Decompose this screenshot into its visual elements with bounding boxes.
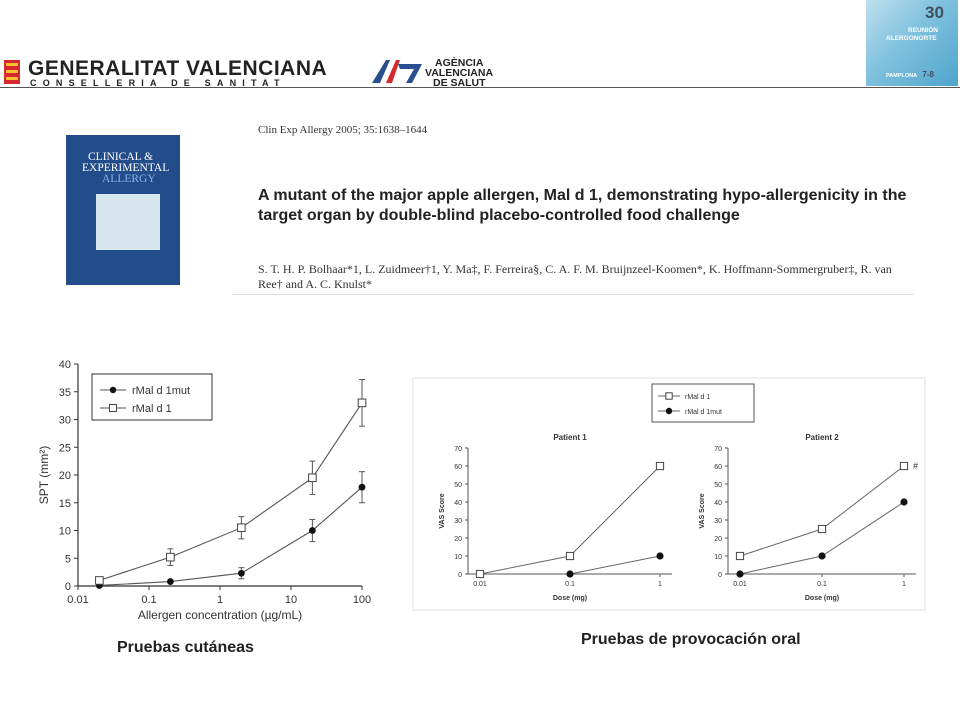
y-tick-label: 30	[454, 518, 462, 525]
citation-divider	[232, 294, 914, 295]
x-tick-label: 0.01	[473, 581, 487, 588]
y-axis-label: SPT (mm²)	[37, 445, 51, 505]
y-tick-label: 10	[454, 554, 462, 561]
legend-label: rMal d 1mut	[132, 385, 191, 397]
data-point	[818, 552, 825, 559]
data-point	[736, 552, 743, 559]
y-tick-label: 40	[58, 359, 71, 371]
data-point	[818, 525, 825, 532]
data-point	[359, 484, 366, 491]
congress-place	[886, 70, 934, 79]
y-tick-label: 40	[714, 500, 722, 507]
generalitat-emblem-icon	[2, 58, 24, 86]
paper-authors: S. T. H. P. Bolhaar*1, L. Zuidmeer†1, Y. Ma‡, F. Ferreira§, C. A. F. M. Bruijnzeel-Koomen*, K. Hoffmann-Sommergruber‡, R. van Ree† and A. C. Knulst*	[258, 262, 892, 291]
data-point	[309, 527, 316, 534]
data-point	[656, 462, 663, 469]
caption-skin-tests: Pruebas cutáneas	[117, 639, 254, 656]
x-axis-label: Dose (mg)	[552, 595, 588, 602]
y-tick-label: 70	[714, 446, 722, 453]
data-point	[736, 570, 743, 577]
journal-cover-title	[82, 152, 169, 185]
y-tick-label: 0	[64, 581, 71, 593]
data-point	[566, 570, 573, 577]
data-point	[900, 462, 907, 469]
series-line	[570, 556, 660, 574]
chart-title: Patient 2	[805, 433, 839, 442]
series-line	[99, 487, 362, 585]
congress-line-1: REUNIÓN	[908, 27, 938, 34]
y-tick-label: 10	[714, 554, 722, 561]
data-point	[238, 570, 245, 577]
x-tick-label: 1	[902, 581, 906, 588]
data-point	[566, 552, 573, 559]
legend-label: rMal d 1	[685, 394, 711, 401]
x-tick-label: 0.01	[67, 594, 89, 606]
data-point	[167, 553, 175, 561]
congress-city: PAMPLONA	[886, 73, 917, 79]
avs-logo-icon	[372, 58, 424, 84]
y-tick-label: 20	[454, 536, 462, 543]
y-tick-label: 15	[58, 497, 71, 510]
cover-title-line-3: ALLERGY	[102, 173, 156, 185]
cover-title-line-2: EXPERIMENTAL	[82, 162, 170, 174]
congress-title	[886, 27, 938, 43]
cover-title-line-1: CLINICAL &	[88, 151, 154, 163]
x-tick-label: 100	[352, 594, 372, 606]
data-point	[358, 399, 366, 407]
avs-line-3: DE SALUT	[433, 77, 486, 89]
y-tick-label: 0	[718, 572, 722, 579]
y-axis-label: VAS Score	[699, 493, 706, 529]
chart-title: Patient 1	[553, 433, 587, 442]
y-tick-label: 50	[714, 482, 722, 489]
y-tick-label: 70	[454, 446, 462, 453]
y-tick-label: 20	[714, 536, 722, 543]
data-point	[167, 578, 174, 585]
journal-citation: Clin Exp Allergy 2005; 35:1638–1644	[258, 124, 428, 136]
legend-marker	[666, 393, 672, 399]
y-tick-label: 0	[458, 572, 462, 579]
x-tick-label: 0.1	[141, 594, 157, 606]
data-point	[96, 577, 104, 585]
legend-label: rMal d 1mut	[685, 409, 722, 416]
y-tick-label: 35	[58, 386, 71, 399]
data-point	[238, 524, 246, 532]
patient2-chart	[680, 378, 924, 610]
congress-line-2: ALERGONORTE	[886, 35, 937, 42]
y-tick-label: 20	[58, 470, 71, 482]
data-point	[900, 498, 907, 505]
data-point	[309, 474, 317, 482]
x-tick-label: 0.1	[565, 581, 575, 588]
legend-marker	[110, 387, 116, 393]
y-tick-label: 50	[454, 482, 462, 489]
congress-number: 30	[925, 3, 944, 22]
conselleria-name: CONSELLERIA DE SANITAT	[30, 78, 286, 88]
y-tick-label: 30	[58, 414, 71, 427]
data-point	[476, 570, 483, 577]
generalitat-name: GENERALITAT VALENCIANA	[28, 57, 328, 80]
y-tick-label: 10	[58, 525, 71, 538]
y-tick-label: 5	[64, 553, 71, 566]
series-line	[99, 403, 362, 581]
y-tick-label: 25	[58, 442, 71, 455]
legend-label: rMal d 1	[132, 403, 172, 415]
x-axis-label: Allergen concentration (µg/mL)	[137, 608, 303, 622]
legend-marker	[666, 408, 672, 414]
x-tick-label: 0.01	[733, 581, 747, 588]
x-tick-label: 0.1	[817, 581, 827, 588]
avs-line-2: VALENCIANA	[425, 67, 494, 79]
avs-name	[425, 58, 493, 88]
y-tick-label: 60	[714, 464, 722, 471]
series-line	[740, 466, 904, 556]
x-tick-label: 1	[658, 581, 662, 588]
congress-dates: 7-8	[922, 70, 934, 79]
x-tick-label: 10	[284, 594, 298, 606]
significance-mark: #	[913, 461, 919, 471]
caption-oral-challenge: Pruebas de provocación oral	[581, 631, 801, 648]
paper-title: A mutant of the major apple allergen, Mal d 1, demonstrating hypo-allergenicity in the target organ by double-blind placebo-controlled food challenge	[258, 187, 907, 224]
y-tick-label: 40	[454, 500, 462, 507]
y-axis-label: VAS Score	[439, 493, 446, 529]
x-axis-label: Dose (mg)	[804, 595, 840, 602]
spt-chart	[30, 350, 380, 622]
avs-line-1: AGÈNCIA	[435, 57, 484, 69]
legend-marker	[110, 405, 117, 412]
series-line	[740, 502, 904, 574]
x-tick-label: 1	[216, 594, 224, 606]
data-point	[656, 552, 663, 559]
y-tick-label: 60	[454, 464, 462, 471]
y-tick-label: 30	[714, 518, 722, 525]
journal-cover-figure	[96, 194, 160, 250]
